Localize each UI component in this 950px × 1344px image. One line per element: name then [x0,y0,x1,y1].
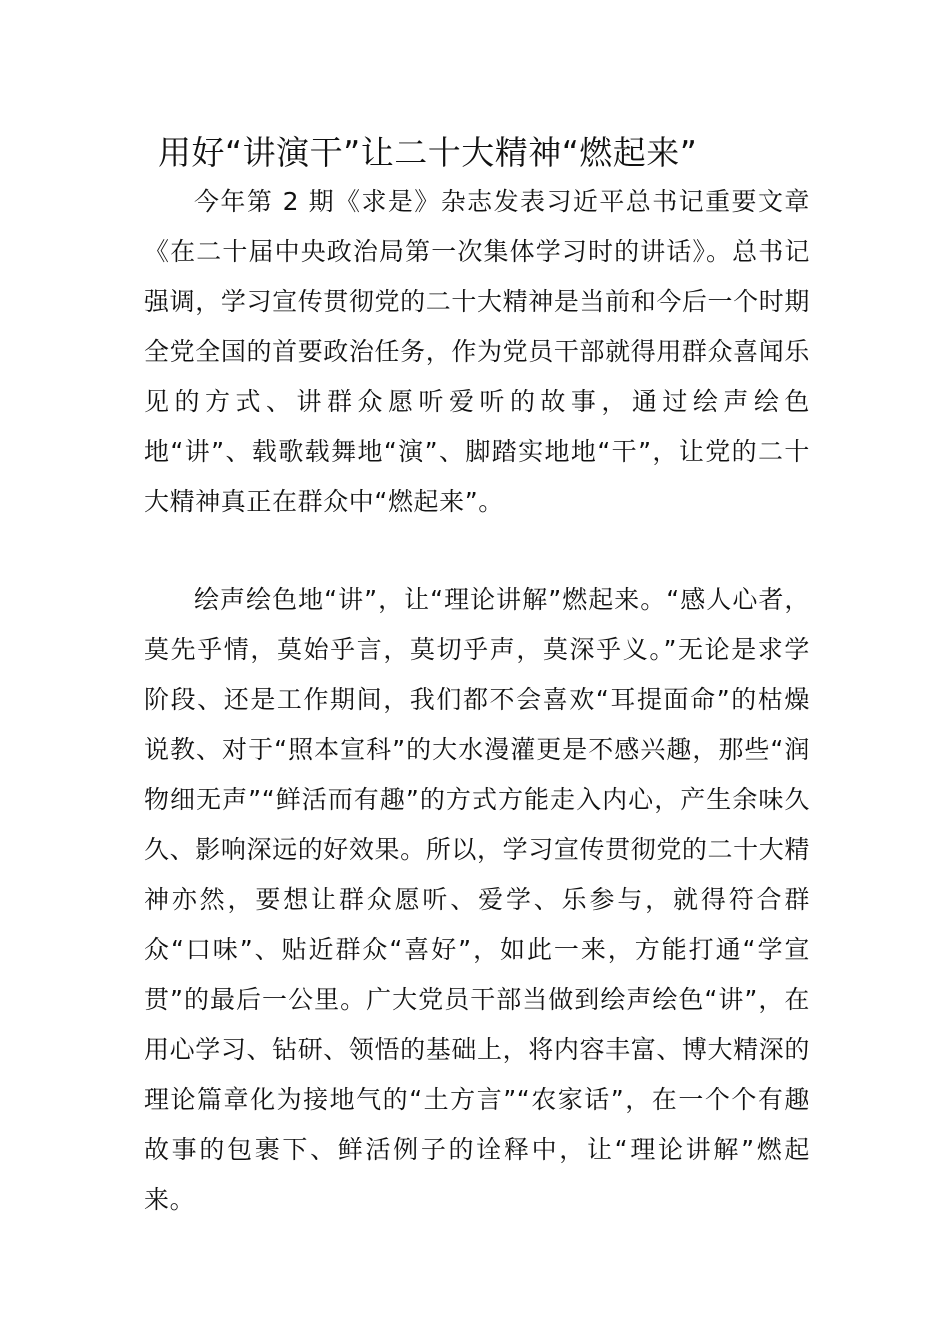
paragraph-speak: 绘声绘色地“讲”，让“理论讲解”燃起来。“感人心者，莫先乎情，莫始乎言，莫切乎声，莫深乎义。”无论是求学阶段、还是工作期间，我们都不会喜欢“耳提面命”的枯燥说教、对于“照本宣科”的大水漫灌更是不感兴趣，那些“润物细无声”“鲜活而有趣”的方式方能走入内心，产生余味久久、影响深远的好效果。所以，学习宣传贯彻党的二十大精神亦然，要想让群众愿听、爱学、乐参与，就得符合群众“口味”、贴近群众“喜好”，如此一来，方能打通“学宣贯”的最后一公里。广大党员干部当做到绘声绘色“讲”，在用心学习、钻研、领悟的基础上，将内容丰富、博大精深的理论篇章化为接地气的“土方言”“农家话”，在一个个有趣故事的包裹下、鲜活例子的诠释中，让“理论讲解”燃起来。 [144,585,810,1214]
document-title: 用好“讲演干”让二十大精神“燃起来” [158,133,698,172]
paragraph-intro: 今年第 2 期《求是》杂志发表习近平总书记重要文章《在二十届中央政治局第一次集体学习时的讲话》。总书记强调，学习宣传贯彻党的二十大精神是当前和今后一个时期全党全国的首要政治任务，作为党员干部就得用群众喜闻乐见的方式、讲群众愿听爱听的故事，通过绘声绘色地“讲”、载歌载舞地“演”、脚踏实地地“干”，让党的二十大精神真正在群众中“燃起来”。 [144,187,810,516]
